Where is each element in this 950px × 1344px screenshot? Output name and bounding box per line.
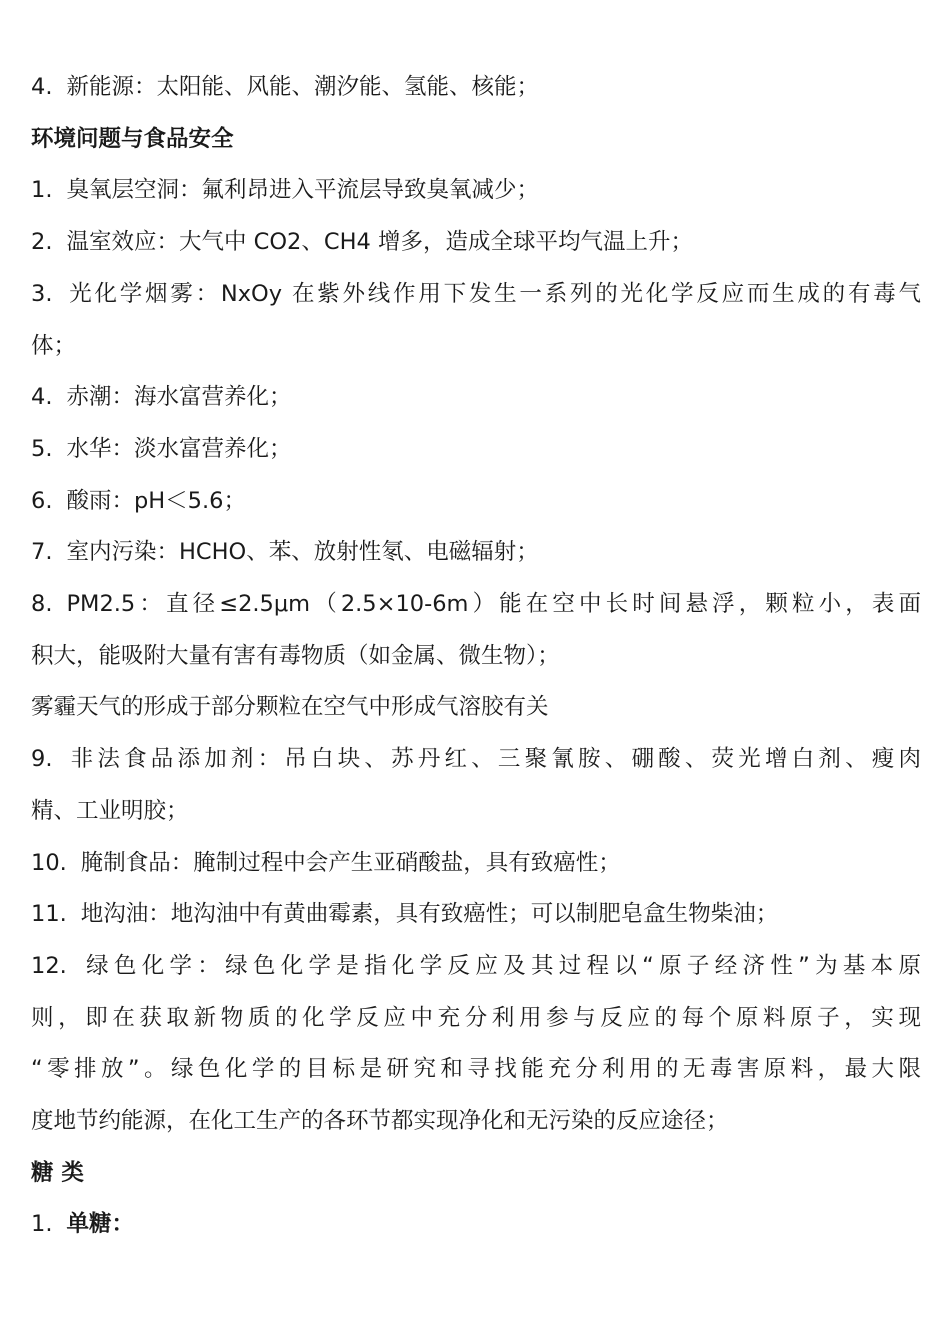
- item-number: 4.: [31, 384, 53, 411]
- item-text: 臭氧层空洞：氟利昂进入平流层导致臭氧减少；: [66, 177, 539, 204]
- item-number: 6.: [31, 487, 53, 514]
- env-item-10: [31, 838, 921, 890]
- new-energy-line: [31, 62, 921, 114]
- env-item-8: [31, 579, 921, 631]
- env-item-6: [31, 476, 921, 528]
- item-number: 1.: [31, 177, 53, 204]
- env-item-3: [31, 269, 921, 321]
- item-number: 1.: [31, 1211, 53, 1238]
- env-item-8-continued: 积大，能吸附大量有害有毒物质（如金属、微生物）；: [31, 642, 560, 669]
- item-text: 赤潮：海水富营养化；: [66, 384, 292, 411]
- env-item-9: [31, 734, 921, 786]
- section-heading-sugar: 糖 类: [31, 1159, 84, 1186]
- item-text: 地沟油：地沟油中有黄曲霉素，具有致癌性；可以制肥皂盒生物柴油；: [80, 901, 779, 928]
- item-text: 温室效应：大气中 CO2、CH4 增多，造成全球平均气温上升；: [66, 229, 693, 256]
- env-item-8-note: 雾霾天气的形成于部分颗粒在空气中形成气溶胶有关: [31, 694, 549, 721]
- env-item-5: [31, 424, 921, 476]
- section-heading-environment: 环境问题与食品安全: [31, 125, 234, 152]
- item-text: 水华：淡水富营养化；: [66, 435, 292, 462]
- item-number: 8.: [31, 591, 53, 618]
- item-number: 11.: [31, 901, 67, 928]
- item-number: 7.: [31, 539, 53, 566]
- item-number: 10.: [31, 849, 67, 876]
- env-item-4: [31, 372, 921, 424]
- item-number: 9.: [31, 746, 53, 773]
- env-item-12-continued-2: “零排放”。绿色化学的目标是研究和寻找能充分利用的无毒害原料，最大限: [31, 1056, 921, 1083]
- item-text: 绿色化学：绿色化学是指化学反应及其过程以“原子经济性”为基本原: [80, 952, 921, 979]
- item-text: 单糖：: [66, 1211, 134, 1238]
- document-page: [31, 62, 921, 1251]
- env-item-11: [31, 889, 921, 941]
- item-number: 2.: [31, 229, 53, 256]
- item-number: 3.: [31, 280, 53, 307]
- env-item-12-continued-1: 则，即在获取新物质的化学反应中充分利用参与反应的每个原料原子，实现: [31, 1004, 921, 1031]
- item-text: 光化学烟雾：NxOy 在紫外线作用下发生一系列的光化学反应而生成的有毒气: [66, 280, 921, 307]
- item-number: 4.: [31, 74, 53, 100]
- sugar-item-1: [31, 1199, 921, 1251]
- env-item-3-continued: 体；: [31, 332, 77, 359]
- env-item-1: [31, 165, 921, 217]
- env-item-12-continued-3: 度地节约能源，在化工生产的各环节都实现净化和无污染的反应途径；: [31, 1108, 729, 1135]
- env-item-2: [31, 217, 921, 269]
- item-text: 新能源：太阳能、风能、潮汐能、氢能、核能；: [66, 74, 539, 100]
- item-text: PM2.5：直径≤2.5μm（2.5×10-6m）能在空中长时间悬浮，颗粒小，表面: [66, 591, 921, 618]
- item-number: 12.: [31, 952, 67, 979]
- item-text: 酸雨：pH＜5.6；: [66, 487, 246, 514]
- item-number: 5.: [31, 435, 53, 462]
- item-text: 非法食品添加剂：吊白块、苏丹红、三聚氰胺、硼酸、荧光增白剂、瘦肉: [66, 746, 921, 773]
- env-item-12: [31, 941, 921, 993]
- item-text: 室内污染：HCHO、苯、放射性氡、电磁辐射；: [66, 539, 539, 566]
- item-text: 腌制食品：腌制过程中会产生亚硝酸盐，具有致癌性；: [80, 849, 621, 876]
- env-item-7: [31, 527, 921, 579]
- env-item-9-continued: 精、工业明胶；: [31, 797, 189, 824]
